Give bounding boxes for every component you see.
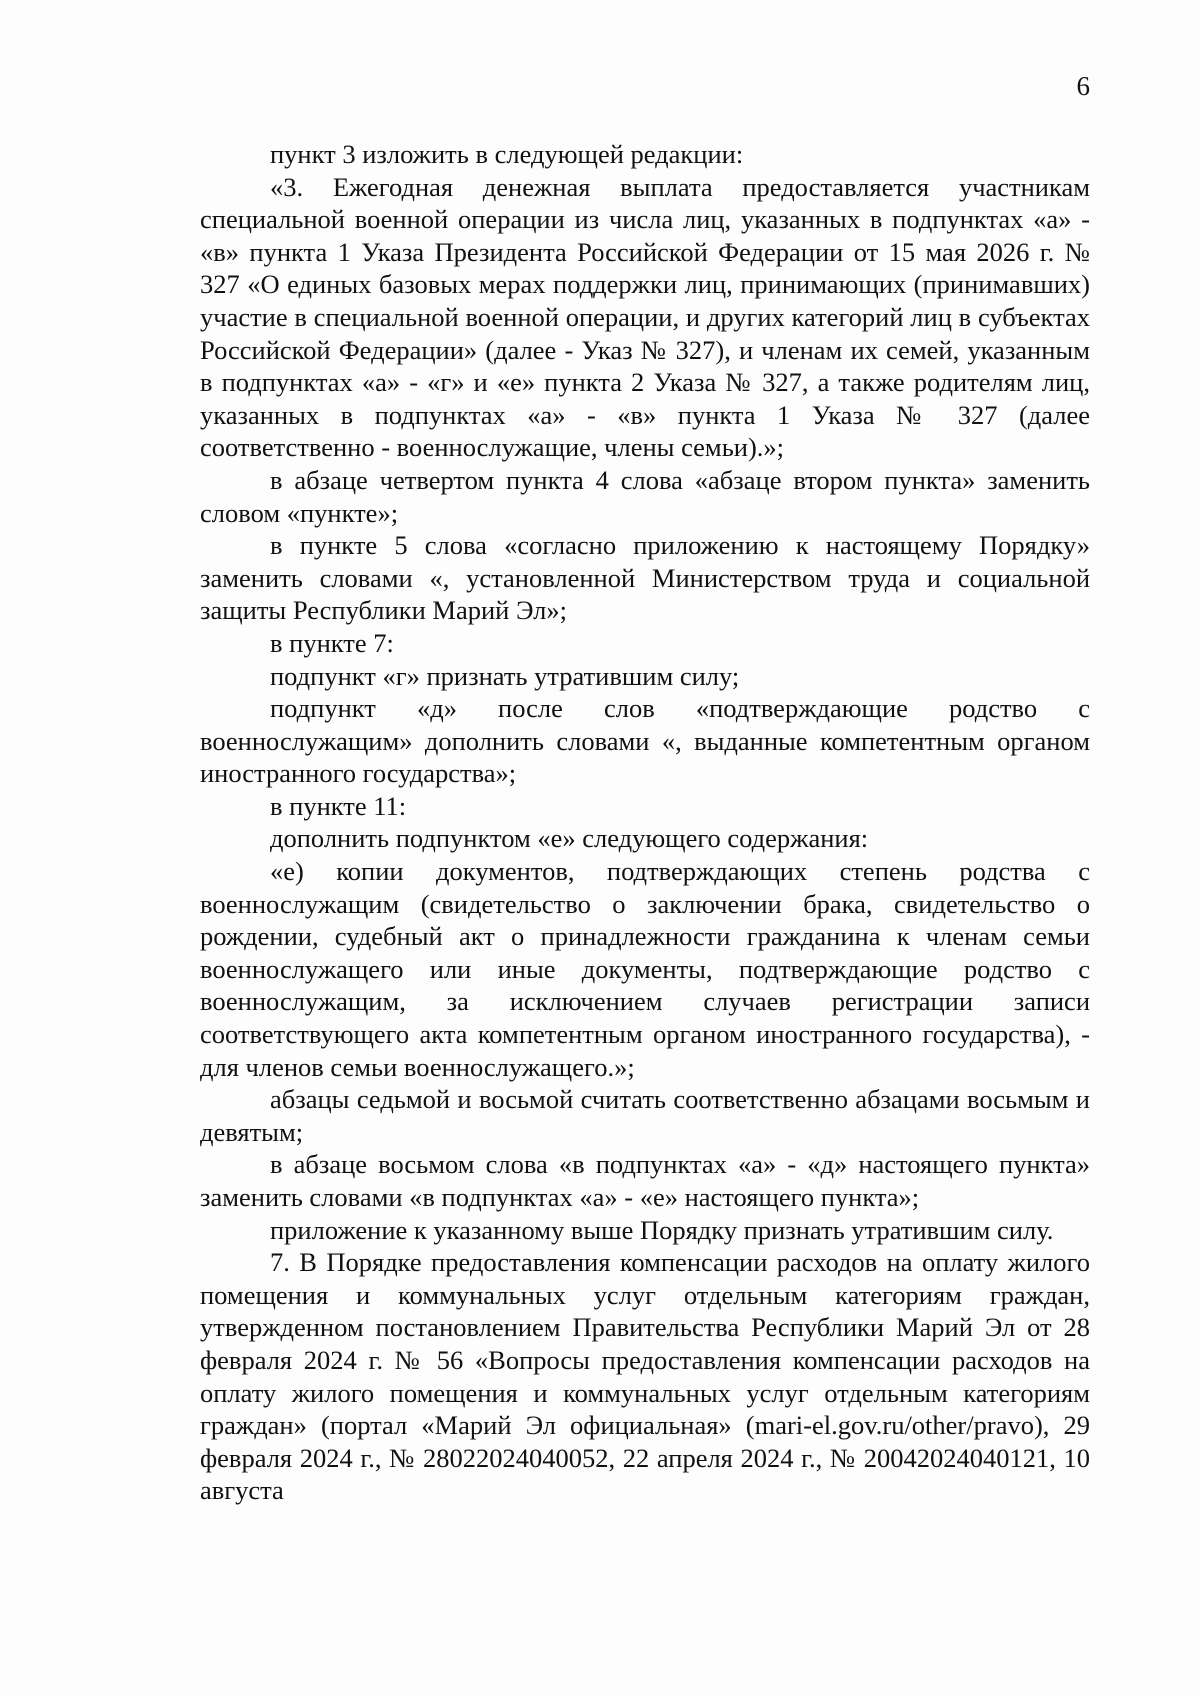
paragraph: в абзаце четвертом пункта 4 слова «абзаце втором пункта» заменить словом «пункте»;: [200, 464, 1090, 528]
paragraph: 7. В Порядке предоставления компенсации расходов на оплату жилого помещения и коммунальных услуг отдельным категориям граждан, утвержденном постановлением Правительства Республики Марий Эл от 28 февраля 2024 г. № 56 «Вопросы предоставления компенсации расходов на оплату жилого помещения и коммунальных услуг отдельным категориям граждан» (портал «Марий Эл официальная» (mari-el.gov.ru/other/pravo), 29 февраля 2024 г., № 28022024040052, 22 апреля 2024 г., № 20042024040121, 10 августа: [200, 1247, 1090, 1506]
paragraph: в пункте 7:: [270, 627, 394, 658]
page-number: 6: [1076, 71, 1090, 101]
paragraph: подпункт «д» после слов «подтверждающие родство с военнослужащим» дополнить словами «, выданные компетентным органом иностранного государства»;: [200, 693, 1090, 789]
paragraph: «3. Ежегодная денежная выплата предоставляется участникам специальной военной операции из числа лиц, указанных в подпунктах «а» - «в» пункта 1 Указа Президента Российской Федерации от 15 мая 2026 г. № 327 «О единых базовых мерах поддержки лиц, принимающих (принимавших) участие в специальной военной операции, и других категорий лиц в субъектах Российской Федерации» (далее - Указ № 327), и членам их семей, указанным в подпунктах «а» - «г» и «е» пункта 2 Указа № 327, а также родителям лиц, указанных в подпунктах «а» - «в» пункта 1 Указа № 327 (далее соответственно - военнослужащие, члены семьи).»;: [200, 171, 1090, 463]
paragraph: подпункт «г» признать утратившим силу;: [270, 660, 740, 691]
paragraph: приложение к указанному выше Порядку признать утратившим силу.: [270, 1214, 1054, 1245]
paragraph: в пункте 11:: [270, 790, 407, 821]
paragraph: в пункте 5 слова «согласно приложению к настоящему Порядку» заменить словами «, установленной Министерством труда и социальной защиты Республики Марий Эл»;: [200, 530, 1090, 626]
paragraph: дополнить подпунктом «е» следующего содержания:: [270, 823, 869, 854]
paragraph: абзацы седьмой и восьмой считать соответственно абзацами восьмым и девятым;: [200, 1084, 1090, 1147]
paragraph: пункт 3 изложить в следующей редакции:: [270, 139, 744, 169]
document-body: [200, 138, 1090, 1507]
paragraph: «е) копии документов, подтверждающих степень родства с военнослужащим (свидетельство о заключении брака, свидетельство о рождении, судебный акт о принадлежности гражданина к членам семьи военнослужащего или иные документы, подтверждающие родство с военнослужащим, за исключением случаев регистрации записи соответствующего акта компетентным органом иностранного государства), - для членов семьи военнослужащего.»;: [200, 856, 1090, 1082]
paragraph: в абзаце восьмом слова «в подпунктах «а» - «д» настоящего пункта» заменить словами «в подпунктах «а» - «е» настоящего пункта»;: [200, 1149, 1090, 1212]
